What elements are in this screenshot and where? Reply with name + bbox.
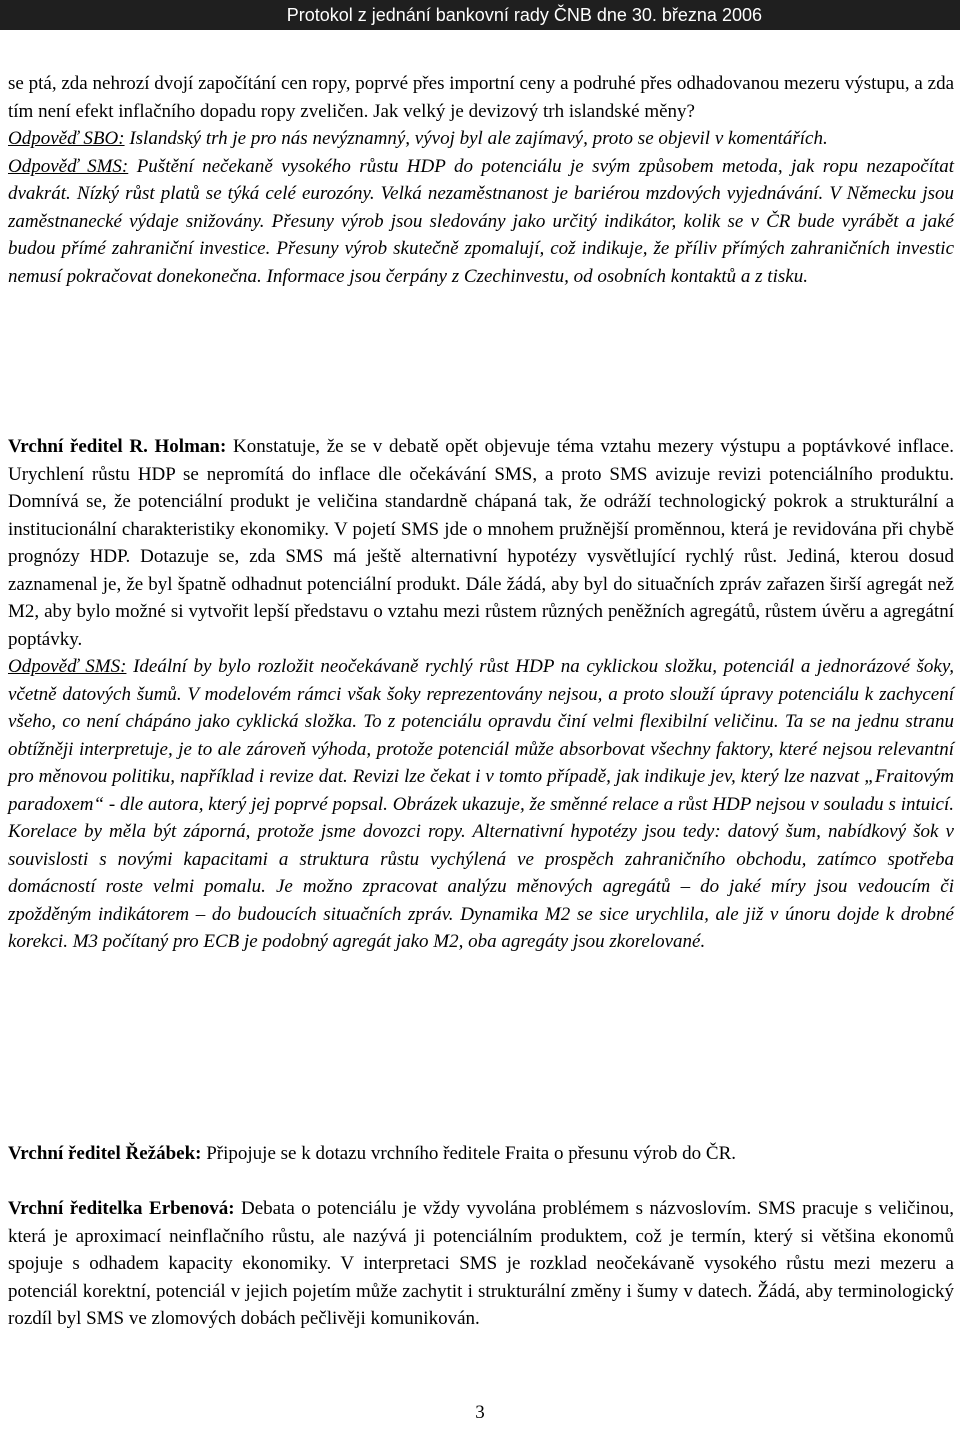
rezabek-paragraph (8, 1140, 954, 1168)
rezabek-speaker: Vrchní ředitel Řežábek: (8, 1143, 202, 1164)
rezabek-text: Připojuje se k dotazu vrchního ředitele Fraita o přesunu výrob do ČR. (201, 1143, 737, 1164)
answer-sms-paragraph (8, 153, 954, 291)
erbenova-paragraph (8, 1195, 954, 1333)
answer-sbo-text: Islandský trh je pro nás nevýznamný, vývoj byl ale zajímavý, proto se objevil v komentářích. (124, 128, 828, 149)
holman-answer-text: Ideální by bylo rozložit neočekávaně rychlý růst HDP na cyklickou složku, potenciál a jednorázové šoky, včetně datových šumů. V modelovém rámci však šoky reprezentovány nejsou, a proto slouží úpravy potenciálu k zachycení všeho, co není chápáno jako cyklická složka. To z potenciálu opravdu činí velmi flexibilní veličinu. Ta se na jednu stranu obtížněji interpretuje, je to ale zároveň výhoda, protože potenciál může absorbovat všechny faktory, které nejsou relevantní pro měnovou politiku, například i revize dat. Revizi lze čekat i v tomto případě, jak indikuje jev, který lze nazvat „Fraitovým paradoxem“ - dle autora, který jej poprvé popsal. Obrázek ukazuje, že směnné relace a růst HDP nejsou v souladu s intuicí. Korelace by měla být záporná, protože jsme dovozci ropy. Alternativní hypotézy jsou tedy: datový šum, nabídkový šok v souvislosti s novými kapacitami a struktura růstu vychýlená ve prospěch zahraničního obchodu, zatímco spotřeba domácností roste velmi pomalu. Je možno zpracovat analýzu měnových agregátů – do jaké míry jsou vedoucím či zpožděným indikátorem – do budoucích situačních zpráv. Dynamika M2 se sice urychlila, ale již v únoru dojde k drobné korekci. M3 počítaný pro ECB je podobný agregát jako M2, oba agregáty jsou zkorelované. (8, 656, 954, 952)
answer-sbo-label: Odpověď SBO: (8, 128, 125, 149)
page-number: 3 (475, 1402, 485, 1423)
holman-speaker: Vrchní ředitel R. Holman: (8, 436, 227, 457)
answer-sbo-paragraph (8, 125, 954, 153)
erbenova-section (8, 1195, 954, 1333)
rezabek-section (8, 1140, 954, 1168)
holman-paragraph (8, 433, 954, 653)
page-header: Protokol z jednání bankovní rady ČNB dne 30. března 2006 (0, 0, 960, 30)
answer-sms-label: Odpověď SMS: (8, 155, 129, 177)
question-paragraph: se ptá, zda nehrozí dvojí započítání cen ropy, poprvé přes importní ceny a podruhé přes odhadovanou mezeru výstupu, a zda tím není efekt inflačního dopadu ropy zveličen. Jak velký je devizový trh islandské měny? (8, 73, 954, 122)
erbenova-speaker: Vrchní ředitelka Erbenová: (8, 1198, 235, 1219)
holman-text: Konstatuje, že se v debatě opět objevuje téma vztahu mezery výstupu a poptávkové inflace. Urychlení růstu HDP se nepromítá do inflace dle očekávání SMS, a proto SMS avizuje revizi potenciálního produktu. Domnívá se, že potenciální produkt je veličina standardně chápaná tak, že odráží technologický pokrok a strukturální a institucionální charakteristiky ekonomiky. V pojetí SMS jde o mnohem pružnější proměnnou, která je revidována při chybě prognózy HDP. Dotazuje se, zda SMS má ještě alternativní hypotézy vysvětlující rychlý růst. Jediná, kterou dosud zaznamenal je, že byl špatně odhadnut potenciální produkt. Dále žádá, aby byl do situačních zpráv zařazen širší agregát než M2, aby bylo možné si vytvořit lepší představu o vztahu mezi růstem různých peněžních agregátů, růstem úvěru a agregátní poptávky. (8, 436, 954, 650)
intro-section (8, 70, 954, 290)
erbenova-text: Debata o potenciálu je vždy vyvolána problémem s názvoslovím. SMS pracuje s veličinou, která je aproximací neinflačního růstu, ale nazývá ji potenciálním produktem, což je termín, který si většina ekonomů spojuje s odhadem kapacity ekonomiky. V interpretaci SMS je rozklad neočekávaně vysokého růstu mezi mezeru a potenciál korektní, potenciál v jejich pojetím může zachytit i strukturální změny i šumy v datech. Žádá, aby terminologický rozdíl byl SMS ve zlomových dobách pečlivěji komunikován. (8, 1198, 954, 1329)
holman-answer-label: Odpověď SMS: (8, 656, 127, 677)
answer-sms-text: Puštění nečekaně vysokého růstu HDP do potenciálu je svým způsobem metoda, jak ropu nezapočítat dvakrát. Nízký růst platů se týká celé eurozóny. Velká nezaměstnanost je bariérou mzdových vyjednávání. V Německu jsou zaměstnanecké výdaje snižovány. Přesuny výrob jsou sledovány jako určitý indikátor, kolik se v ČR bude vyrábět a jaké budou přímé zahraniční investice. Přesuny výrob skutečně zpomalují, což indikuje, že příliv přímých zahraničních investic nemusí pokračovat donekonečna. Informace jsou čerpány z Czechinvestu, od osobních kontaktů a z tisku. (8, 155, 954, 287)
holman-section (8, 433, 954, 956)
holman-answer-paragraph (8, 653, 954, 956)
